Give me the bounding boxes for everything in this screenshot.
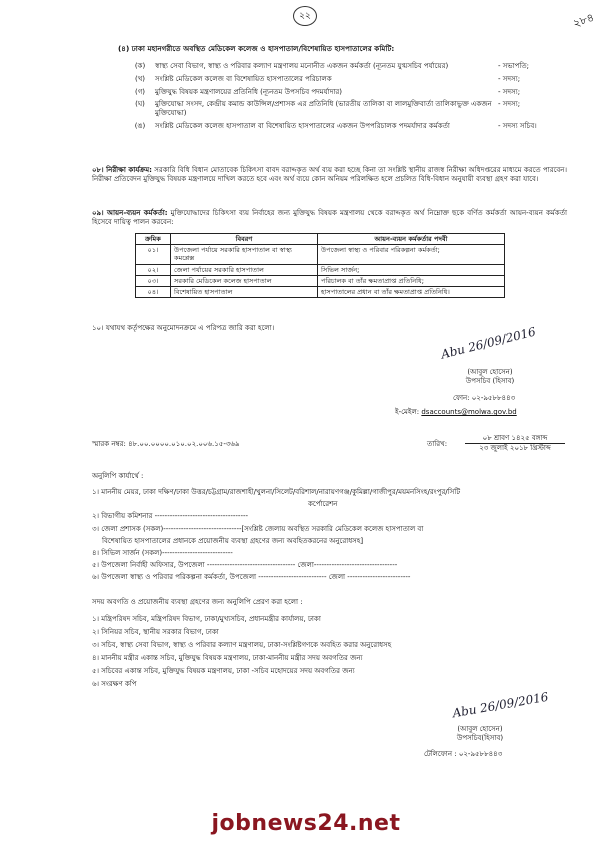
table-cell: সরকারি মেডিকেল কলেজ হাসপাতাল	[171, 275, 318, 286]
watermark-footer: jobnews24.net	[211, 811, 401, 836]
audit-paragraph	[92, 166, 567, 184]
table-row	[136, 275, 505, 286]
list-item: ৪। মাননীয় মন্ত্রীর একান্ত সচিব, মুক্তিযুদ্ধ বিষয়ক মন্ত্রণালয়, ঢাকা-মাননীয় মন্ত্রীর সদয় অবগতির জন্য	[92, 654, 363, 662]
table-cell: বিশেষায়িত হাসপাতাল	[171, 287, 318, 298]
page-number: ২২	[293, 6, 317, 26]
audit-text: সরকারি বিধি বিধান মোতাবেক চিকিৎসা বাবদ বরাদ্দকৃত অর্থ ব্যয় করা হচ্ছে কিনা তা সংশ্লিষ্ট স্থানীয় রাজস্ব নিরীক্ষা অধিদপ্তরের মাধ্যমে করতে পারবেন। নিরীক্ষা প্রতিবেদন মুক্তিযুদ্ধ বিষয়ক মন্ত্রণালয়ে দাখিল করতে হবে এবং অর্থ ব্যয়ে কোন অনিয়ম পরিলক্ষিত হলে প্রচলিত বিধি-বিধান অনুযায়ী ব্যবস্থা গ্রহণ করা যাবে।	[92, 166, 567, 183]
committee-section	[118, 44, 558, 53]
ddo-text: মুক্তিযোদ্ধাদের চিকিৎসা ব্যয় নির্বাহের জন্য মুক্তিযুদ্ধ বিষয়ক মন্ত্রণালয় থেকে বরাদ্দকৃত অর্থ নিম্নোক্ত ছকে বর্ণিত কর্মকর্তা আয়ন-ব্যয়ন কর্মকর্তা হিসেবে দায়িত্ব পালন করবেন:	[92, 209, 567, 226]
email-label: ই-মেইল:	[395, 408, 420, 416]
memo-date	[465, 434, 565, 453]
committee-member	[125, 100, 570, 118]
info-title: সদয় অবগতি ও প্রয়োজনীয় ব্যবস্থা গ্রহণের জন্য অনুলিপি প্রেরণ করা হলো :	[92, 598, 303, 606]
committee-member	[125, 75, 570, 84]
list-item: ৩। জেলা প্রশাসক (সকল)-------------------------------[সংশ্লিষ্ট জেলায় অবস্থিত সরকারি মেডিকেল কলেজ হাসপাতাল বা	[92, 524, 424, 533]
signatory-phone: ফোন: ০২-৯৫৮৮৪৪৩	[453, 394, 516, 402]
member-no: (খ)	[134, 74, 146, 83]
list-item: ১। মন্ত্রিপরিষদ সচিব, মন্ত্রিপরিষদ বিভাগ, ঢাকা/মুখ্যসচিব, প্রধানমন্ত্রীর কার্যালয়, ঢাকা	[92, 615, 321, 623]
issue-paragraph: ১০। যথাযথ কর্তৃপক্ষের অনুমোদনক্রমে এ পরিপত্র জারি করা হলো।	[92, 324, 275, 332]
memo-number: স্মারক নম্বর: ৪৮.০০.০০০০.০১০.০২.০০৬.১৫-৩৬৯	[92, 440, 240, 448]
table-cell: উপজেলা স্বাস্থ্য ও পরিবার পরিকল্পনা কর্মকর্তা;	[318, 245, 505, 264]
member-role: - সদস্য;	[498, 74, 521, 83]
member-no: (ক)	[134, 62, 146, 70]
list-item: ২। বিভাগীয় কমিশনার -------------------------------------	[92, 512, 249, 521]
list-item: ৬। সংরক্ষণ কপি	[92, 680, 137, 688]
member-no: (গ)	[134, 87, 146, 96]
list-item: ৫। উপজেলা নির্বাহী অফিসার, উপজেলা ----------------------------------- জেলা---------------------------------	[92, 561, 398, 570]
list-item: ১। মাননীয় মেয়র, ঢাকা দক্ষিণ/ঢাকা উত্তর/চট্টগ্রাম/রাজশাহী/খুলনা/সিলেট/বরিশাল/নারায়ণগঞ্জ/কুমিল্লা/গাজীপুর/ময়মনসিংহ/রংপুর/সিটি	[92, 488, 461, 496]
signatory-block	[430, 368, 550, 386]
member-role: - সভাপতি;	[498, 62, 529, 70]
list-item: ৩। সচিব, স্বাস্থ্য সেবা বিভাগ, স্বাস্থ্য ও পরিবার কল্যাণ মন্ত্রণালয়, ঢাকা-সংশ্লিষ্টগণকে অবহিত করার অনুরোধসহ	[92, 641, 392, 649]
table-cell: জেলা পর্যায়ের সরকারি হাসপাতাল	[171, 264, 318, 275]
email-link[interactable]: dsaccounts@molwa.gov.bd	[421, 408, 517, 416]
memo-date-label: তারিখ:	[427, 440, 448, 448]
table-header: বিবরণ	[171, 234, 318, 245]
list-item: কর্পোরেশন	[308, 500, 338, 509]
committee-member	[125, 122, 570, 131]
list-item: ৫। সচিবের একান্ত সচিব, মুক্তিযুদ্ধ বিষয়ক মন্ত্রণালয়, ঢাকা -সচিব মহোদয়ের সদয় অবগতির জন্য	[92, 667, 355, 675]
member-text: মুক্তিযোদ্ধা সংসদ, কেন্দ্রীয় কমান্ড কাউন্সিল/প্রশাসক এর প্রতিনিধি (ভারতীয় তালিকা বা লালমুক্তিবার্তা তালিকাভুক্ত একজন মুক্তিযোদ্ধা)	[155, 100, 492, 117]
committee-title: (৪) ঢাকা মহানগরীতে অবস্থিত মেডিকেল কলেজ ও হাসপাতাল/বিশেষায়িত হাসপাতালের কমিটি:	[118, 44, 395, 53]
member-no: (ঙ)	[134, 121, 146, 130]
member-role: - সদস্য;	[498, 100, 521, 109]
signatory-title: উপসচিব (হিসাব)	[465, 376, 515, 385]
signature-handwritten: Abu 26/09/2016	[451, 689, 550, 721]
signatory-name: (আবুল হোসেন)	[467, 368, 513, 376]
signature-handwritten: Abu 26/09/2016	[439, 324, 538, 362]
audit-label: ০৮। নিরীক্ষা কার্যক্রম:	[92, 166, 152, 174]
ddo-paragraph	[92, 209, 567, 227]
signatory-phone: টেলিফোন : ০২-৯৫৮৮৪৪৩	[424, 750, 503, 758]
table-cell: পরিচালক বা তাঁর ক্ষমতাপ্রাপ্ত প্রতিনিধি;	[318, 275, 505, 286]
table-header-row	[136, 234, 505, 245]
table-header: ক্রমিক	[136, 234, 171, 245]
list-item: ৪। সিভিল সার্জন (সকল)----------------------------	[92, 549, 233, 558]
table-cell: সিভিল সার্জন;	[318, 264, 505, 275]
committee-member	[125, 62, 570, 71]
member-text: সংশ্লিষ্ট মেডিকেল কলেজ হাসপাতাল বা বিশেষায়িত হাসপাতালের একজন উপপরিচালক পদমর্যাদার কর্মকর্তা	[155, 121, 450, 130]
table-cell: উপজেলা পর্যায়ে সরকারি হাসপাতাল বা স্বাস্থ্য কমপ্লেক্স	[171, 245, 318, 264]
signatory-email-line	[395, 408, 517, 417]
table-cell: ০৪।	[136, 287, 171, 298]
list-item: বিশেষায়িত হাসপাতালের প্রধানকে প্রয়োজনীয় ব্যবস্থা গ্রহণের জন্য অবহিতকরনের অনুরোধসহ]	[102, 536, 364, 545]
date-gregorian: ২৩ জুলাই ২০১৮ খ্রিস্টাব্দ	[479, 443, 551, 452]
table-cell: ০৩।	[136, 275, 171, 286]
table-header: আয়ন-ব্যয়ন কর্মকর্তার পদবী	[318, 234, 505, 245]
action-list	[92, 486, 572, 584]
signatory-name: (আবুল হোসেন)	[457, 725, 503, 733]
member-text: সংশ্লিষ্ট মেডিকেল কলেজ বা বিশেষায়িত হাসপাতালের পরিচালক	[155, 74, 332, 83]
ddo-label: ০৯। আয়ন-ব্যয়ন কর্মকর্তা:	[92, 209, 168, 217]
list-item: ৬। উপজেলা স্বাস্থ্য ও পরিবার পরিকল্পনা কর্মকর্তা, উপজেলা --------------------------- জেলা -------------------------	[92, 573, 411, 582]
table-cell: ০২।	[136, 264, 171, 275]
date-bangla: ০৮ শ্রাবণ ১৪২৫ বঙ্গাব্দ	[465, 434, 565, 444]
corner-handwritten-mark: ২৮৪	[570, 10, 596, 31]
member-text: মুক্তিযুদ্ধ বিষয়ক মন্ত্রণালয়ের প্রতিনিধি (ন্যূনতম উপসচিব পদমর্যাদার)	[155, 87, 343, 96]
member-role: - সদস্য সচিব।	[498, 121, 537, 130]
signatory-title: উপসচিব(হিসাব)	[456, 733, 504, 742]
table-row	[136, 287, 505, 298]
member-role: - সদস্য;	[498, 87, 521, 96]
action-title: অনুলিপি কার্যার্থে :	[92, 472, 144, 480]
info-list	[92, 613, 572, 691]
table-row	[136, 264, 505, 275]
table-cell: হাসপাতালের প্রধান বা তাঁর ক্ষমতাপ্রাপ্ত প্রতিনিধি।	[318, 287, 505, 298]
committee-members	[125, 62, 570, 131]
ddo-table	[135, 233, 505, 298]
list-item: ২। সিনিয়র সচিব, স্থানীয় সরকার বিভাগ, ঢাকা	[92, 628, 219, 636]
member-no: (ঘ)	[135, 100, 145, 109]
member-text: স্বাস্থ্য সেবা বিভাগ, স্বাস্থ্য ও পরিবার কল্যাণ মন্ত্রণালয় মনোনীত একজন কর্মকর্তা (ন্যূনতম যুগ্মসচিব পর্যায়ের)	[155, 62, 449, 70]
committee-member	[125, 88, 570, 97]
signatory-block	[420, 725, 540, 743]
table-row	[136, 245, 505, 264]
table-cell: ০১।	[136, 245, 171, 264]
